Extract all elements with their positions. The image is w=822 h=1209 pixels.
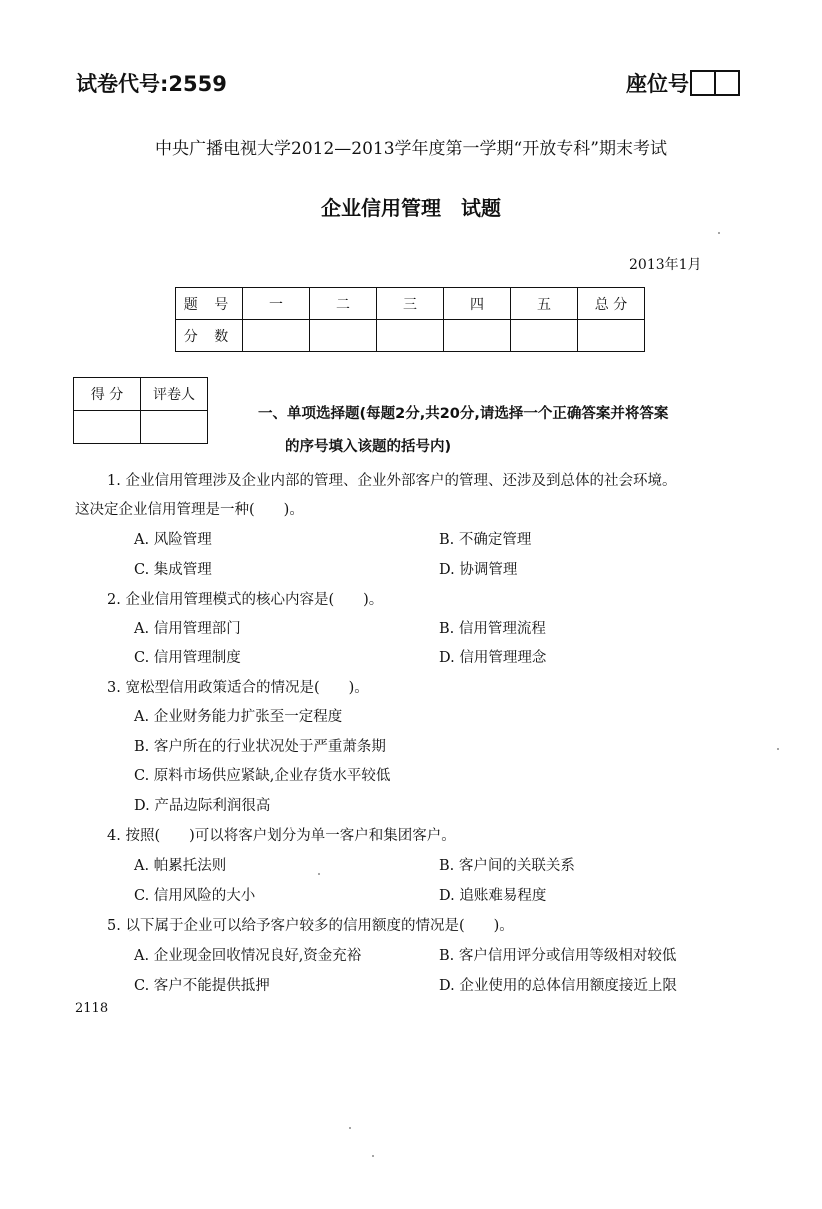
score-cell <box>511 320 578 352</box>
grader-score-label: 得 分 <box>74 378 141 411</box>
scan-speck <box>718 232 720 234</box>
seat-number <box>626 68 740 98</box>
score-table-column: 一 <box>243 288 310 320</box>
question-2-option-d: D. 信用管理理念 <box>439 650 547 666</box>
subject-title: 企业信用管理 试题 <box>321 196 501 220</box>
exam-date: 2013年1月 <box>629 257 702 273</box>
grader-score-cell <box>74 411 141 444</box>
scan-speck <box>372 1155 374 1157</box>
question-5-option-b: B. 客户信用评分或信用等级相对较低 <box>439 948 677 964</box>
question-2-option-b: B. 信用管理流程 <box>439 621 546 637</box>
question-4-option-b: B. 客户间的关联关系 <box>439 858 575 874</box>
score-table-column: 二 <box>310 288 377 320</box>
question-5-stem: 5. 以下属于企业可以给予客户较多的信用额度的情况是( )。 <box>107 918 514 934</box>
question-3-option-a: A. 企业财务能力扩张至一定程度 <box>134 709 343 725</box>
question-2-stem: 2. 企业信用管理模式的核心内容是( )。 <box>107 592 384 608</box>
score-table-column: 四 <box>444 288 511 320</box>
question-2-option-c: C. 信用管理制度 <box>134 650 241 666</box>
question-4-option-d: D. 追账难易程度 <box>439 888 547 904</box>
score-cell <box>578 320 645 352</box>
section-title: 一、单项选择题(每题2分,共20分,请选择一个正确答案并将答案 <box>258 406 669 422</box>
score-cell <box>444 320 511 352</box>
question-1-option-d: D. 协调管理 <box>439 562 518 578</box>
section-title-continued: 的序号填入该题的括号内) <box>285 439 452 455</box>
score-table-column: 总 分 <box>578 288 645 320</box>
scan-speck <box>777 748 779 750</box>
question-2-option-a: A. 信用管理部门 <box>134 621 241 637</box>
question-3-stem: 3. 宽松型信用政策适合的情况是( )。 <box>107 680 369 696</box>
score-cell <box>377 320 444 352</box>
question-4-option-a: A. 帕累托法则 <box>134 858 227 874</box>
scan-speck <box>349 1127 351 1129</box>
question-1-stem: 1. 企业信用管理涉及企业内部的管理、企业外部客户的管理、还涉及到总体的社会环境。 <box>107 473 677 489</box>
question-4-stem: 4. 按照( )可以将客户划分为单一客户和集团客户。 <box>107 828 456 844</box>
question-5-option-a: A. 企业现金回收情况良好,资金充裕 <box>134 948 362 964</box>
question-5-option-d: D. 企业使用的总体信用额度接近上限 <box>439 978 677 994</box>
page-number: 2118 <box>75 1001 109 1016</box>
paper-code: 试卷代号:2559 <box>76 72 227 96</box>
question-3-option-c: C. 原料市场供应紧缺,企业存货水平较低 <box>134 768 391 784</box>
grader-name-label: 评卷人 <box>141 378 208 411</box>
score-table-score-row <box>176 320 645 352</box>
grader-name-cell <box>141 411 208 444</box>
seat-number-box <box>714 70 740 96</box>
seat-number-boxes <box>692 70 740 96</box>
question-1-option-a: A. 风险管理 <box>134 532 212 548</box>
exam-title: 中央广播电视大学2012—2013学年度第一学期“开放专科”期末考试 <box>155 139 667 159</box>
score-table-row-label: 题 号 <box>176 288 243 320</box>
scan-speck <box>318 873 320 875</box>
question-3-option-b: B. 客户所在的行业状况处于严重萧条期 <box>134 739 386 755</box>
question-1-option-c: C. 集成管理 <box>134 562 212 578</box>
grader-table <box>73 377 208 444</box>
question-1-stem-continued: 这决定企业信用管理是一种( )。 <box>75 502 304 518</box>
question-4-option-c: C. 信用风险的大小 <box>134 888 256 904</box>
question-3-option-d: D. 产品边际利润很高 <box>134 798 271 814</box>
question-5-option-c: C. 客户不能提供抵押 <box>134 978 270 994</box>
score-table-header-row <box>176 288 645 320</box>
seat-number-label: 座位号 <box>626 72 689 96</box>
score-table <box>175 287 645 352</box>
score-table-column: 五 <box>511 288 578 320</box>
question-1-option-b: B. 不确定管理 <box>439 532 532 548</box>
seat-number-box <box>690 70 716 96</box>
score-table-column: 三 <box>377 288 444 320</box>
score-cell <box>310 320 377 352</box>
score-cell <box>243 320 310 352</box>
score-table-row-label: 分 数 <box>176 320 243 352</box>
